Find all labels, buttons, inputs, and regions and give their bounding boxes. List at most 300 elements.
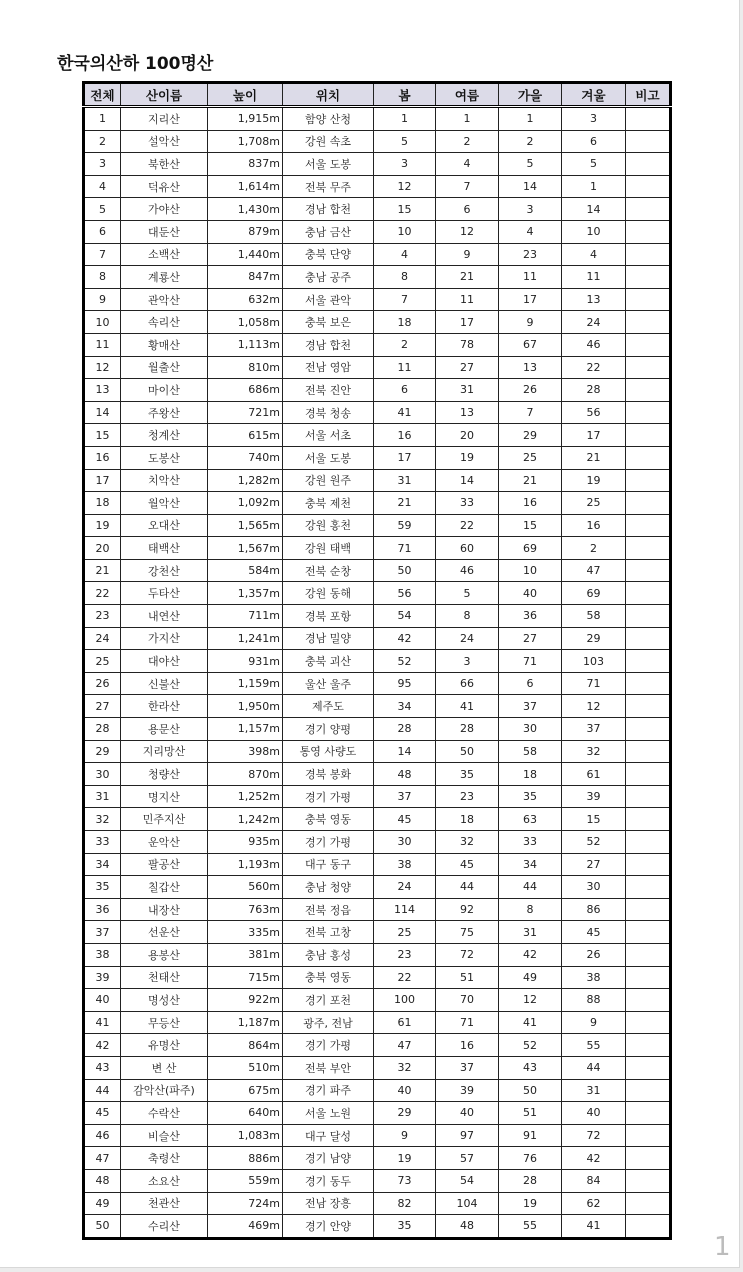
cell-note <box>626 898 671 921</box>
cell-height: 931m <box>208 650 283 673</box>
cell-rank: 7 <box>84 243 121 266</box>
cell-spring: 37 <box>374 785 436 808</box>
cell-spring: 5 <box>374 130 436 153</box>
cell-spring: 29 <box>374 1102 436 1125</box>
cell-rank: 34 <box>84 853 121 876</box>
cell-autumn: 19 <box>499 1192 562 1215</box>
cell-note <box>626 311 671 334</box>
table-row <box>84 605 671 628</box>
cell-summer: 2 <box>436 130 499 153</box>
cell-summer: 19 <box>436 446 499 469</box>
cell-name: 민주지산 <box>121 808 208 831</box>
cell-height: 559m <box>208 1169 283 1192</box>
cell-autumn: 35 <box>499 785 562 808</box>
cell-rank: 15 <box>84 424 121 447</box>
cell-height: 1,357m <box>208 582 283 605</box>
cell-height: 560m <box>208 876 283 899</box>
table-row <box>84 695 671 718</box>
table-row <box>84 333 671 356</box>
cell-rank: 40 <box>84 989 121 1012</box>
cell-name: 마이산 <box>121 379 208 402</box>
cell-location: 경기 가평 <box>283 1034 374 1057</box>
cell-height: 1,193m <box>208 853 283 876</box>
cell-spring: 31 <box>374 469 436 492</box>
table-row <box>84 469 671 492</box>
cell-spring: 6 <box>374 379 436 402</box>
table-row <box>84 424 671 447</box>
table-row <box>84 785 671 808</box>
table-row <box>84 446 671 469</box>
cell-spring: 42 <box>374 627 436 650</box>
table-row <box>84 1079 671 1102</box>
cell-location: 강원 태백 <box>283 537 374 560</box>
cell-note <box>626 1034 671 1057</box>
cell-note <box>626 808 671 831</box>
cell-winter: 39 <box>562 785 626 808</box>
cell-note <box>626 492 671 515</box>
cell-location: 충북 영동 <box>283 966 374 989</box>
cell-autumn: 28 <box>499 1169 562 1192</box>
cell-rank: 20 <box>84 537 121 560</box>
cell-note <box>626 853 671 876</box>
cell-spring: 41 <box>374 401 436 424</box>
cell-autumn: 9 <box>499 311 562 334</box>
cell-summer: 32 <box>436 831 499 854</box>
cell-name: 치악산 <box>121 469 208 492</box>
cell-height: 1,915m <box>208 107 283 131</box>
header-height: 높이 <box>208 83 283 107</box>
cell-note <box>626 1147 671 1170</box>
cell-height: 1,187m <box>208 1011 283 1034</box>
header-rank: 전체 <box>84 83 121 107</box>
cell-rank: 47 <box>84 1147 121 1170</box>
table-row <box>84 288 671 311</box>
cell-winter: 46 <box>562 333 626 356</box>
header-row <box>84 83 671 107</box>
table-row <box>84 311 671 334</box>
cell-name: 월출산 <box>121 356 208 379</box>
cell-name: 소요산 <box>121 1169 208 1192</box>
header-spring: 봄 <box>374 83 436 107</box>
cell-autumn: 4 <box>499 220 562 243</box>
cell-height: 935m <box>208 831 283 854</box>
cell-spring: 54 <box>374 605 436 628</box>
cell-autumn: 31 <box>499 921 562 944</box>
cell-height: 1,058m <box>208 311 283 334</box>
cell-note <box>626 130 671 153</box>
cell-location: 경기 양평 <box>283 718 374 741</box>
cell-winter: 52 <box>562 831 626 854</box>
cell-location: 울산 울주 <box>283 672 374 695</box>
cell-autumn: 42 <box>499 943 562 966</box>
cell-autumn: 37 <box>499 695 562 718</box>
cell-spring: 52 <box>374 650 436 673</box>
cell-height: 335m <box>208 921 283 944</box>
header-winter: 겨울 <box>562 83 626 107</box>
cell-name: 강천산 <box>121 559 208 582</box>
cell-rank: 33 <box>84 831 121 854</box>
cell-rank: 31 <box>84 785 121 808</box>
cell-spring: 19 <box>374 1147 436 1170</box>
document-title: 한국의산하 100명산 <box>57 54 214 74</box>
table-row <box>84 1192 671 1215</box>
cell-spring: 32 <box>374 1056 436 1079</box>
cell-rank: 42 <box>84 1034 121 1057</box>
cell-spring: 8 <box>374 266 436 289</box>
cell-height: 686m <box>208 379 283 402</box>
cell-summer: 92 <box>436 898 499 921</box>
cell-autumn: 43 <box>499 1056 562 1079</box>
cell-summer: 3 <box>436 650 499 673</box>
cell-name: 대야산 <box>121 650 208 673</box>
cell-summer: 9 <box>436 243 499 266</box>
cell-autumn: 3 <box>499 198 562 221</box>
cell-summer: 14 <box>436 469 499 492</box>
cell-height: 469m <box>208 1215 283 1239</box>
cell-winter: 27 <box>562 853 626 876</box>
cell-note <box>626 740 671 763</box>
cell-spring: 35 <box>374 1215 436 1239</box>
cell-rank: 44 <box>84 1079 121 1102</box>
cell-spring: 24 <box>374 876 436 899</box>
cell-height: 837m <box>208 153 283 176</box>
cell-note <box>626 220 671 243</box>
cell-spring: 1 <box>374 107 436 131</box>
cell-rank: 3 <box>84 153 121 176</box>
cell-note <box>626 876 671 899</box>
cell-height: 1,282m <box>208 469 283 492</box>
cell-note <box>626 379 671 402</box>
cell-location: 충남 홍성 <box>283 943 374 966</box>
cell-name: 가야산 <box>121 198 208 221</box>
cell-location: 충북 보은 <box>283 311 374 334</box>
cell-rank: 22 <box>84 582 121 605</box>
cell-note <box>626 446 671 469</box>
cell-winter: 47 <box>562 559 626 582</box>
table-row <box>84 627 671 650</box>
table-row <box>84 853 671 876</box>
cell-rank: 4 <box>84 175 121 198</box>
table-row <box>84 559 671 582</box>
cell-location: 충북 단양 <box>283 243 374 266</box>
cell-name: 명지산 <box>121 785 208 808</box>
cell-winter: 13 <box>562 288 626 311</box>
cell-autumn: 69 <box>499 537 562 560</box>
cell-location: 전북 고창 <box>283 921 374 944</box>
cell-summer: 66 <box>436 672 499 695</box>
cell-name: 운악산 <box>121 831 208 854</box>
cell-location: 통영 사량도 <box>283 740 374 763</box>
cell-rank: 24 <box>84 627 121 650</box>
cell-height: 711m <box>208 605 283 628</box>
cell-location: 전북 진안 <box>283 379 374 402</box>
cell-note <box>626 582 671 605</box>
cell-rank: 43 <box>84 1056 121 1079</box>
cell-winter: 45 <box>562 921 626 944</box>
cell-winter: 29 <box>562 627 626 650</box>
cell-location: 충남 금산 <box>283 220 374 243</box>
table-row <box>84 243 671 266</box>
page-number: 1 <box>714 1232 731 1262</box>
cell-height: 715m <box>208 966 283 989</box>
cell-summer: 5 <box>436 582 499 605</box>
table-row <box>84 401 671 424</box>
cell-summer: 57 <box>436 1147 499 1170</box>
cell-winter: 32 <box>562 740 626 763</box>
cell-spring: 95 <box>374 672 436 695</box>
table-row <box>84 492 671 515</box>
cell-location: 전북 순창 <box>283 559 374 582</box>
cell-autumn: 10 <box>499 559 562 582</box>
table-body <box>84 107 671 1239</box>
cell-location: 충북 영동 <box>283 808 374 831</box>
cell-summer: 6 <box>436 198 499 221</box>
cell-height: 510m <box>208 1056 283 1079</box>
cell-height: 584m <box>208 559 283 582</box>
cell-location: 제주도 <box>283 695 374 718</box>
cell-rank: 41 <box>84 1011 121 1034</box>
cell-summer: 104 <box>436 1192 499 1215</box>
cell-note <box>626 627 671 650</box>
cell-rank: 19 <box>84 514 121 537</box>
table-row <box>84 1169 671 1192</box>
cell-winter: 21 <box>562 446 626 469</box>
cell-summer: 40 <box>436 1102 499 1125</box>
table-row <box>84 650 671 673</box>
cell-height: 1,092m <box>208 492 283 515</box>
cell-name: 수리산 <box>121 1215 208 1239</box>
cell-autumn: 26 <box>499 379 562 402</box>
cell-rank: 27 <box>84 695 121 718</box>
cell-winter: 103 <box>562 650 626 673</box>
cell-autumn: 51 <box>499 1102 562 1125</box>
cell-autumn: 49 <box>499 966 562 989</box>
cell-summer: 20 <box>436 424 499 447</box>
cell-note <box>626 989 671 1012</box>
cell-name: 청계산 <box>121 424 208 447</box>
cell-spring: 38 <box>374 853 436 876</box>
cell-height: 615m <box>208 424 283 447</box>
cell-name: 변 산 <box>121 1056 208 1079</box>
cell-winter: 44 <box>562 1056 626 1079</box>
cell-spring: 100 <box>374 989 436 1012</box>
cell-spring: 17 <box>374 446 436 469</box>
cell-note <box>626 1192 671 1215</box>
cell-note <box>626 1011 671 1034</box>
cell-summer: 7 <box>436 175 499 198</box>
cell-location: 전북 정읍 <box>283 898 374 921</box>
cell-note <box>626 831 671 854</box>
table-row <box>84 220 671 243</box>
cell-autumn: 11 <box>499 266 562 289</box>
cell-location: 경기 안양 <box>283 1215 374 1239</box>
cell-rank: 8 <box>84 266 121 289</box>
cell-note <box>626 514 671 537</box>
cell-name: 도봉산 <box>121 446 208 469</box>
cell-name: 속리산 <box>121 311 208 334</box>
cell-autumn: 44 <box>499 876 562 899</box>
cell-summer: 45 <box>436 853 499 876</box>
cell-note <box>626 1124 671 1147</box>
cell-location: 경기 파주 <box>283 1079 374 1102</box>
cell-spring: 30 <box>374 831 436 854</box>
cell-note <box>626 288 671 311</box>
cell-rank: 39 <box>84 966 121 989</box>
cell-height: 870m <box>208 763 283 786</box>
cell-note <box>626 424 671 447</box>
cell-name: 덕유산 <box>121 175 208 198</box>
cell-rank: 32 <box>84 808 121 831</box>
cell-autumn: 14 <box>499 175 562 198</box>
cell-autumn: 50 <box>499 1079 562 1102</box>
cell-note <box>626 198 671 221</box>
cell-name: 지리산 <box>121 107 208 131</box>
cell-autumn: 29 <box>499 424 562 447</box>
cell-winter: 38 <box>562 966 626 989</box>
table-row <box>84 740 671 763</box>
cell-name: 명성산 <box>121 989 208 1012</box>
cell-note <box>626 333 671 356</box>
cell-autumn: 15 <box>499 514 562 537</box>
cell-rank: 6 <box>84 220 121 243</box>
cell-name: 오대산 <box>121 514 208 537</box>
cell-spring: 114 <box>374 898 436 921</box>
cell-name: 두타산 <box>121 582 208 605</box>
cell-winter: 1 <box>562 175 626 198</box>
cell-summer: 78 <box>436 333 499 356</box>
cell-height: 1,440m <box>208 243 283 266</box>
cell-autumn: 7 <box>499 401 562 424</box>
cell-spring: 15 <box>374 198 436 221</box>
cell-rank: 5 <box>84 198 121 221</box>
cell-name: 내장산 <box>121 898 208 921</box>
cell-autumn: 1 <box>499 107 562 131</box>
cell-location: 전북 무주 <box>283 175 374 198</box>
cell-autumn: 17 <box>499 288 562 311</box>
cell-winter: 6 <box>562 130 626 153</box>
cell-summer: 24 <box>436 627 499 650</box>
cell-location: 강원 원주 <box>283 469 374 492</box>
cell-note <box>626 175 671 198</box>
cell-rank: 50 <box>84 1215 121 1239</box>
cell-autumn: 6 <box>499 672 562 695</box>
cell-location: 서울 도봉 <box>283 446 374 469</box>
cell-rank: 13 <box>84 379 121 402</box>
cell-summer: 35 <box>436 763 499 786</box>
table-row <box>84 379 671 402</box>
cell-spring: 2 <box>374 333 436 356</box>
cell-winter: 11 <box>562 266 626 289</box>
cell-winter: 86 <box>562 898 626 921</box>
cell-summer: 37 <box>436 1056 499 1079</box>
cell-note <box>626 1079 671 1102</box>
cell-winter: 12 <box>562 695 626 718</box>
cell-spring: 71 <box>374 537 436 560</box>
cell-note <box>626 401 671 424</box>
cell-summer: 41 <box>436 695 499 718</box>
cell-note <box>626 943 671 966</box>
cell-spring: 50 <box>374 559 436 582</box>
cell-note <box>626 672 671 695</box>
cell-rank: 17 <box>84 469 121 492</box>
cell-location: 경기 가평 <box>283 831 374 854</box>
header-summer: 여름 <box>436 83 499 107</box>
table-row <box>84 130 671 153</box>
cell-spring: 3 <box>374 153 436 176</box>
cell-location: 서울 서초 <box>283 424 374 447</box>
cell-summer: 12 <box>436 220 499 243</box>
cell-winter: 5 <box>562 153 626 176</box>
cell-rank: 28 <box>84 718 121 741</box>
cell-name: 북한산 <box>121 153 208 176</box>
cell-location: 전북 부안 <box>283 1056 374 1079</box>
cell-height: 810m <box>208 356 283 379</box>
cell-winter: 31 <box>562 1079 626 1102</box>
cell-summer: 48 <box>436 1215 499 1239</box>
cell-name: 용봉산 <box>121 943 208 966</box>
cell-location: 대구 달성 <box>283 1124 374 1147</box>
cell-location: 경기 남양 <box>283 1147 374 1170</box>
cell-note <box>626 1102 671 1125</box>
cell-autumn: 21 <box>499 469 562 492</box>
cell-name: 유명산 <box>121 1034 208 1057</box>
cell-summer: 21 <box>436 266 499 289</box>
cell-winter: 9 <box>562 1011 626 1034</box>
cell-autumn: 33 <box>499 831 562 854</box>
table-row <box>84 1034 671 1057</box>
cell-spring: 12 <box>374 175 436 198</box>
cell-location: 서울 관악 <box>283 288 374 311</box>
cell-location: 경남 합천 <box>283 198 374 221</box>
cell-name: 가지산 <box>121 627 208 650</box>
cell-rank: 2 <box>84 130 121 153</box>
cell-height: 1,430m <box>208 198 283 221</box>
cell-winter: 4 <box>562 243 626 266</box>
cell-rank: 10 <box>84 311 121 334</box>
cell-location: 충북 괴산 <box>283 650 374 673</box>
cell-note <box>626 469 671 492</box>
cell-summer: 1 <box>436 107 499 131</box>
cell-summer: 97 <box>436 1124 499 1147</box>
cell-name: 축령산 <box>121 1147 208 1170</box>
cell-summer: 71 <box>436 1011 499 1034</box>
cell-spring: 9 <box>374 1124 436 1147</box>
cell-name: 비슬산 <box>121 1124 208 1147</box>
cell-autumn: 13 <box>499 356 562 379</box>
table-row <box>84 1102 671 1125</box>
table-row <box>84 831 671 854</box>
cell-summer: 33 <box>436 492 499 515</box>
cell-spring: 34 <box>374 695 436 718</box>
cell-location: 강원 홍천 <box>283 514 374 537</box>
cell-height: 1,614m <box>208 175 283 198</box>
cell-name: 한라산 <box>121 695 208 718</box>
cell-name: 수락산 <box>121 1102 208 1125</box>
cell-name: 계룡산 <box>121 266 208 289</box>
cell-winter: 71 <box>562 672 626 695</box>
cell-name: 관악산 <box>121 288 208 311</box>
cell-name: 소백산 <box>121 243 208 266</box>
table-row <box>84 718 671 741</box>
cell-winter: 41 <box>562 1215 626 1239</box>
table-row <box>84 514 671 537</box>
cell-winter: 37 <box>562 718 626 741</box>
cell-autumn: 36 <box>499 605 562 628</box>
cell-rank: 46 <box>84 1124 121 1147</box>
cell-spring: 18 <box>374 311 436 334</box>
cell-summer: 11 <box>436 288 499 311</box>
cell-summer: 31 <box>436 379 499 402</box>
